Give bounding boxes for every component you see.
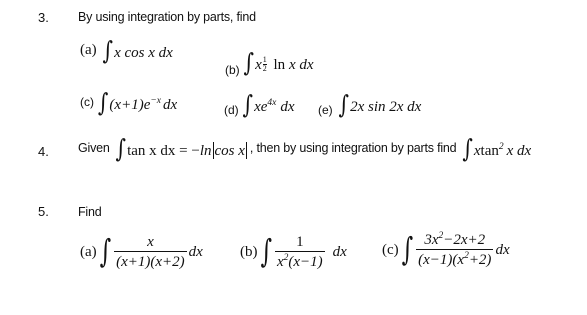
- integral-expression: $\int xe^{4x}$ dx: [242, 89, 295, 119]
- integral-expression: ∫ $\frac{x}{(x+1)(x+2)}$ dx: [99, 233, 203, 271]
- question-number: 3.: [38, 10, 49, 25]
- target-integral: ∫xtan$^2$ x dx: [462, 133, 532, 163]
- integral-sign: ∫: [115, 133, 127, 163]
- integral-sign: ∫: [98, 87, 109, 117]
- abs-bar-left: [213, 142, 214, 159]
- integral-sign: ∫: [338, 89, 350, 119]
- question-number: 5.: [38, 204, 49, 219]
- integral-sign: ∫: [260, 233, 272, 271]
- integral-expression: $\int(x+1)e^{-x}$ dx: [98, 87, 178, 117]
- part-label: (c): [382, 241, 399, 258]
- question-instruction: Find: [78, 205, 102, 219]
- given-integral: ∫tan x dx = −ln cos x: [115, 133, 245, 163]
- integral-expression: ∫x cos x dx: [102, 35, 173, 65]
- part-3d: [224, 89, 295, 119]
- part-5c: [382, 232, 510, 268]
- integral-sign: ∫: [99, 233, 112, 271]
- fraction: $\frac{3x^2-2x+2}{(x-1)(x^2+2)}$: [418, 231, 492, 268]
- integral-expression: ∫x $\frac{1}{2}$ ln x dx: [243, 47, 314, 77]
- part-label: (e): [318, 103, 333, 117]
- part-label: (a): [80, 41, 97, 58]
- integral-sign: ∫: [243, 47, 255, 77]
- question-number: 4.: [38, 144, 49, 159]
- integral-sign: ∫: [102, 35, 114, 65]
- abs-bar-right: [246, 142, 247, 159]
- part-label: (b): [240, 243, 258, 260]
- exponent-fraction: $\frac{1}{2}$: [262, 55, 267, 73]
- fraction: $\frac{1}{x^2(x-1)}$: [276, 234, 323, 270]
- part-3a: [80, 35, 173, 65]
- question-instruction: , then by using integration by parts find: [249, 141, 457, 155]
- question-instruction: By using integration by parts, find: [78, 10, 256, 24]
- integral-sign: ∫: [462, 133, 473, 163]
- part-5a: [80, 234, 203, 270]
- given-label: Given: [78, 141, 110, 155]
- integral-sign: ∫: [242, 89, 254, 119]
- part-label: (b): [225, 63, 240, 77]
- part-3e: [318, 89, 422, 119]
- part-label: (d): [224, 103, 239, 117]
- integral-expression: ∫ $\frac{3x^2-2x+2}{(x-1)(x^2+2)}$ dx: [401, 231, 510, 269]
- part-label: (a): [80, 243, 97, 260]
- integral-expression: ∫ $\frac{1}{x^2(x-1)}$ dx: [260, 233, 347, 271]
- part-3b: [225, 47, 314, 77]
- integral-expression: ∫2x sin 2x dx: [338, 89, 422, 119]
- fraction: $\frac{x}{(x+1)(x+2)}$: [116, 234, 185, 270]
- part-5b: [240, 234, 347, 270]
- integral-sign: ∫: [401, 231, 414, 269]
- part-3c: [80, 87, 178, 117]
- question-4-statement: [78, 133, 532, 163]
- part-label: (c): [80, 95, 94, 109]
